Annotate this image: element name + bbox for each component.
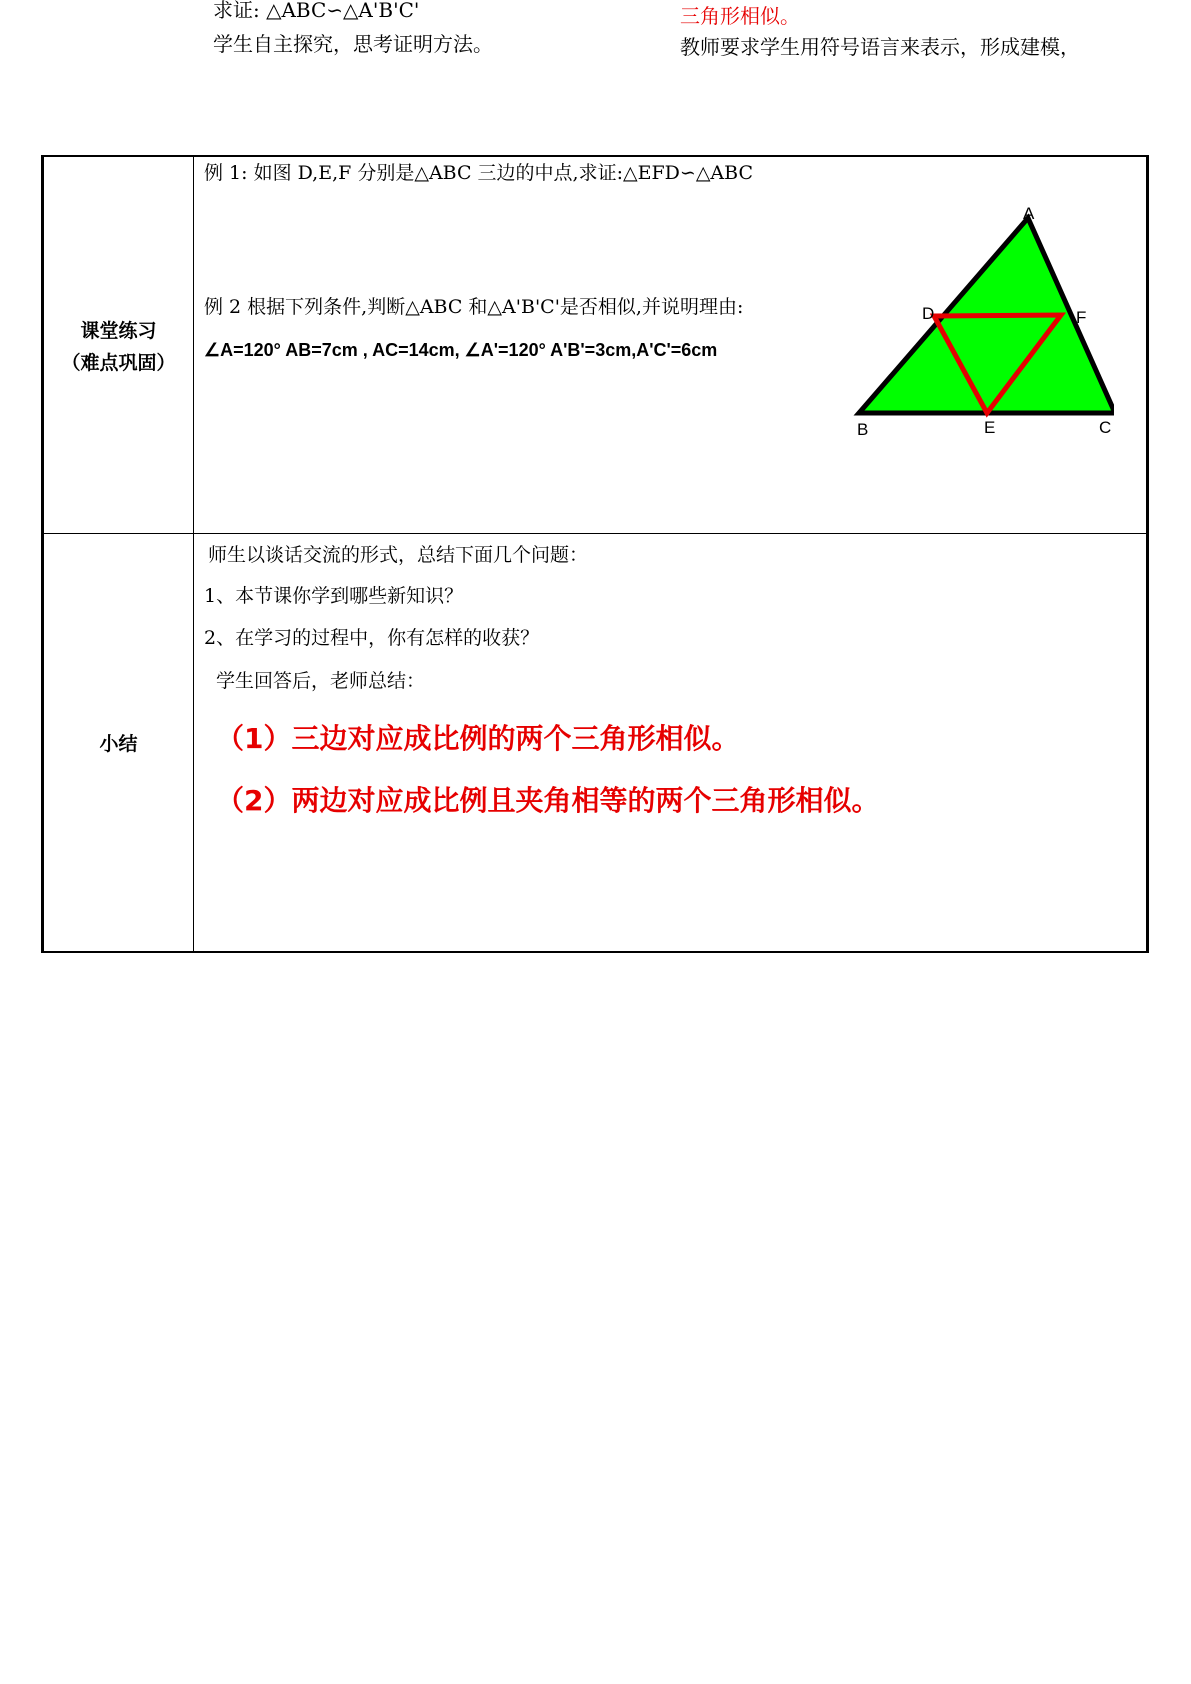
practice-label-line2: （难点巩固） (61, 352, 176, 374)
example-2-text: 例 2 根据下列条件,判断△ABC 和△A'B'C'是否相似,并说明理由: (204, 296, 744, 318)
example-1-text: 例 1: 如图 D,E,F 分别是△ABC 三边的中点,求证:△EFD∽△ABC (204, 162, 754, 184)
practice-label (44, 315, 193, 379)
summary-question-1: 1、本节课你学到哪些新知识？ (204, 585, 464, 607)
summary-question-2: 2、在学习的过程中，你有怎样的收获？ (204, 627, 540, 649)
summary-point-2: （2）两边对应成比例且夹角相等的两个三角形相似。 (216, 784, 880, 817)
vertex-label-e: E (984, 418, 996, 437)
summary-point-1: （1）三边对应成比例的两个三角形相似。 (216, 722, 740, 755)
teacher-summary-intro: 学生回答后，老师总结： (216, 670, 426, 692)
vertex-label-b: B (857, 420, 869, 439)
lesson-table (41, 155, 1149, 953)
practice-label-line1: 课堂练习 (80, 320, 157, 342)
vertex-label-a: A (1023, 204, 1035, 223)
row-divider (44, 533, 1146, 534)
example-2-conditions: ∠A=120° AB=7cm , AC=14cm, ∠A'=120° A'B'=3cm,A'C'=6cm (204, 340, 718, 360)
student-activity-text: 学生自主探究，思考证明方法。 (213, 32, 493, 56)
vertex-label-f: F (1076, 308, 1087, 327)
summary-label: 小结 (99, 733, 138, 755)
triangle-figure (814, 199, 1114, 439)
column-divider (193, 157, 194, 951)
teacher-conclusion-text: 三角形相似。 (680, 4, 800, 28)
teacher-requirement-text: 教师要求学生用符号语言来表示，形成建模， (680, 35, 1080, 59)
proof-statement: 求证: △ABC∽△A'B'C' (213, 0, 420, 22)
vertex-label-d: D (922, 304, 935, 323)
vertex-label-c: C (1099, 418, 1112, 437)
summary-intro: 师生以谈话交流的形式，总结下面几个问题： (208, 544, 589, 566)
